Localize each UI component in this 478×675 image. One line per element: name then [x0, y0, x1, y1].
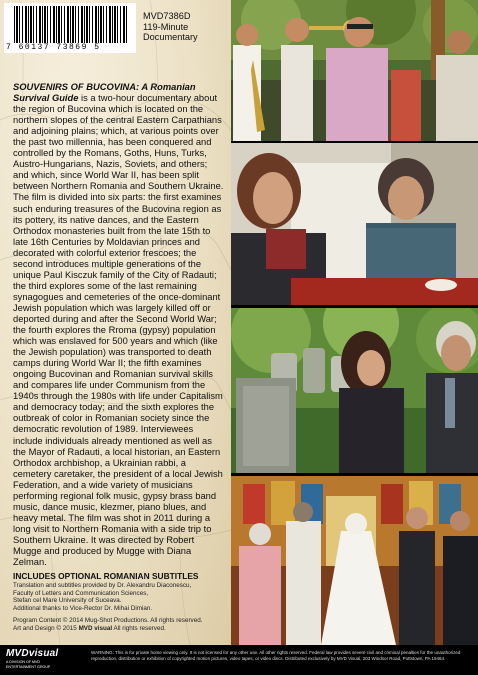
credit-line: Additional thanks to Vice-Rector Dr. Mihai Dimian.	[13, 604, 153, 612]
film-title: SOUVENIRS OF BUCOVINA: A Romanian Survival Guide	[13, 82, 196, 104]
barcode-digits: 7 60137 73869 5	[6, 43, 101, 52]
barcode	[4, 3, 136, 53]
logo-subtitle: A DIVISION OF MVD	[6, 660, 40, 664]
subtitles-heading: INCLUDES OPTIONAL ROMANIAN SUBTITLES	[13, 571, 199, 581]
footer	[0, 645, 478, 675]
photo-brass-band	[231, 0, 478, 141]
catalog-info	[143, 11, 198, 43]
art-copyright: Art and Design © 2015 MVD visual All rights reserved.	[13, 624, 166, 632]
photo-cemetery	[231, 308, 478, 473]
legal-warning: WARNING: This is for private home viewing only. It is not licensed for any other use. All other rights reserved. Federal law provides severe civil and criminal penalties for the unauthorized reproduction, distribution or exhibition of copyrighted motion pictures, video tapes, or video discs. Distributed exclusively by MVD Visual, 203 Windsor Road, Pottstown, PA 19464.	[91, 650, 461, 661]
barcode-bars	[14, 6, 128, 43]
photo-church-wedding	[231, 476, 478, 645]
program-copyright: Program Content © 2014 Mug-Shot Productions. All rights reserved.	[13, 617, 203, 624]
logo-wordmark: MVDvisual	[6, 648, 59, 659]
credit-line: Translation and subtitles provided by Dr. Alexandru Diaconescu,	[13, 582, 192, 589]
subtitle-credits	[13, 582, 228, 612]
logo-subtitle: ENTERTAINMENT GROUP	[6, 665, 51, 669]
credit-line: Stefan cel Mare University of Suceava.	[13, 597, 122, 605]
genre: Documentary	[143, 32, 198, 42]
synopsis-text	[13, 82, 225, 568]
mvd-visual-logo	[6, 648, 86, 672]
synopsis-body: is a two-hour documentary about the region of Bucovina which is located on the northern slopes of the central Eastern Carpathians and adjoining plains; which, at various points over the past two millennia, has been conquered and controlled by the Romans, Goths, Huns, Turks, Austro-Hungarians, Nazis, Soviets, and others; and which, since World War II, has been split between Northern Romania and Southern Ukraine. The film is divided into six parts: the first examines such enduring treasures of the Bucovina region as its pottery, its native dances, and the Eastern Orthodox monasteries built from the late 15th to late 16th Centuries by Moldavian princes and decorated with colorful exterior frescoes; the second introduces multiple generations of the unique Paul Kisczuk family of the City of Radauti; the third explores some of the last remaining synagogues and cemeteries of the once-dominant Jewish population which was largely killed off or deported during and after the Second World War; the fourth explores the Rroma (gypsy) population which was enslaved for 500 years and which (like the Jewish population) was transported to death camps during World War II; the fifth examines ongoing Bucovinan and Romanian survival skills and compares life under Communism from the 1940s through the 1980s with life under Capitalism and democracy today; and the sixth explores the outbreak of color in Romanian society since the democratic revolution of 1989. Interviewees include individuals already mentioned as well as the Mayor of Radauti, a local historian, an Eastern Orthodox archbishop, a Ukrainian rabbi, a cemetery caretaker, the president of a local Jewish Federation, and a wide variety of musicians performing regional folk music, gypsy brass band music, dance music, klezmer, piano blues, and heavy metal. The film was shot in 2011 during a long visit to Northern Romania with a side trip to Southern Ukraine. It was directed by Robert Mugge and produced by Mugge with Diana Zelman.	[13, 93, 224, 568]
synopsis-panel	[0, 0, 231, 645]
photo-interview	[231, 143, 478, 305]
copyright-notice	[13, 617, 228, 632]
mvd-visual-brand: MVD visual	[78, 624, 113, 632]
catalog-number: MVD7386D	[143, 11, 191, 21]
credit-line: Faculty of Letters and Communication Sciences,	[13, 589, 149, 597]
runtime: 119-Minute	[143, 21, 189, 32]
